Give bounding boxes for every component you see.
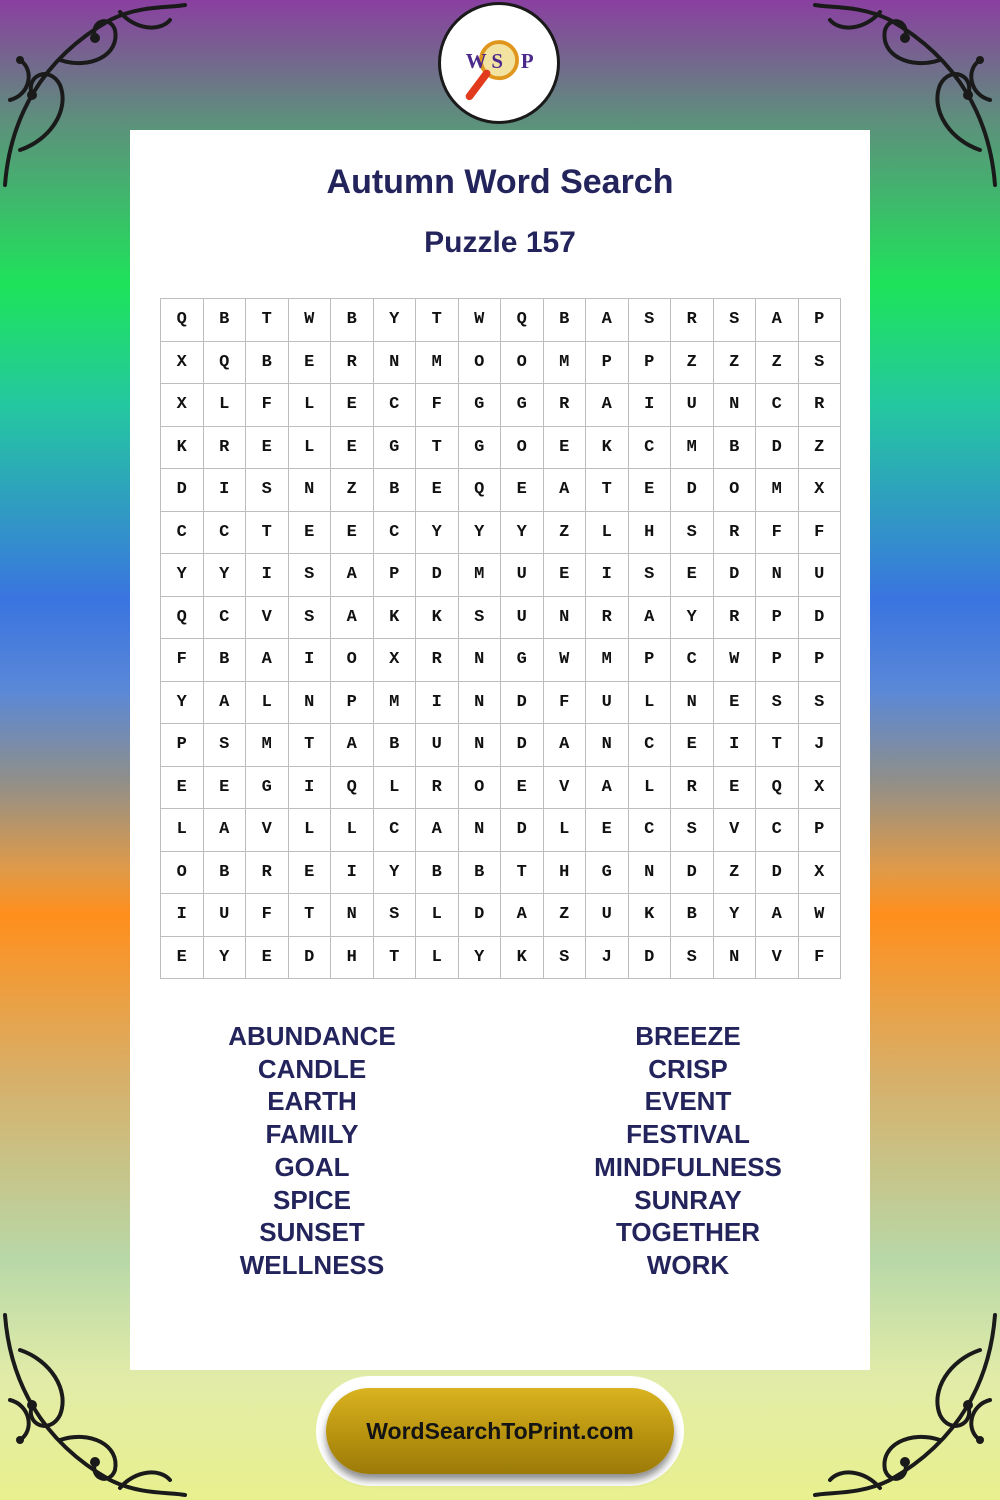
grid-cell[interactable]: S: [204, 724, 247, 767]
grid-cell[interactable]: M: [671, 427, 714, 470]
grid-cell[interactable]: E: [161, 937, 204, 980]
grid-cell[interactable]: Y: [459, 512, 502, 555]
grid-cell[interactable]: V: [246, 809, 289, 852]
grid-cell[interactable]: H: [331, 937, 374, 980]
grid-cell[interactable]: D: [161, 469, 204, 512]
grid-cell[interactable]: N: [289, 469, 332, 512]
grid-cell[interactable]: A: [756, 299, 799, 342]
grid-cell[interactable]: H: [544, 852, 587, 895]
grid-cell[interactable]: C: [374, 384, 417, 427]
grid-cell[interactable]: C: [374, 809, 417, 852]
grid-cell[interactable]: N: [459, 724, 502, 767]
grid-cell[interactable]: A: [586, 384, 629, 427]
grid-cell[interactable]: X: [161, 384, 204, 427]
grid-cell[interactable]: B: [204, 639, 247, 682]
grid-cell[interactable]: K: [629, 894, 672, 937]
grid-cell[interactable]: D: [459, 894, 502, 937]
word-list-item: SUNRAY: [634, 1184, 742, 1215]
grid-cell[interactable]: E: [714, 767, 757, 810]
grid-cell[interactable]: K: [416, 597, 459, 640]
grid-cell[interactable]: E: [246, 937, 289, 980]
grid-cell[interactable]: B: [331, 299, 374, 342]
grid-cell[interactable]: K: [586, 427, 629, 470]
grid-cell[interactable]: S: [374, 894, 417, 937]
grid-cell[interactable]: D: [671, 852, 714, 895]
grid-cell[interactable]: P: [374, 554, 417, 597]
grid-cell[interactable]: L: [416, 894, 459, 937]
grid-cell[interactable]: U: [586, 894, 629, 937]
grid-cell[interactable]: H: [629, 512, 672, 555]
grid-cell[interactable]: T: [756, 724, 799, 767]
grid-cell[interactable]: N: [374, 342, 417, 385]
grid-cell[interactable]: G: [374, 427, 417, 470]
grid-cell[interactable]: P: [756, 597, 799, 640]
grid-cell[interactable]: U: [799, 554, 842, 597]
grid-cell[interactable]: E: [501, 767, 544, 810]
grid-cell[interactable]: U: [501, 554, 544, 597]
grid-cell[interactable]: D: [629, 937, 672, 980]
grid-cell[interactable]: L: [161, 809, 204, 852]
grid-cell[interactable]: D: [671, 469, 714, 512]
grid-cell[interactable]: A: [416, 809, 459, 852]
grid-cell[interactable]: T: [416, 299, 459, 342]
grid-cell[interactable]: P: [586, 342, 629, 385]
grid-cell[interactable]: K: [501, 937, 544, 980]
grid-cell[interactable]: K: [161, 427, 204, 470]
grid-cell[interactable]: Y: [161, 554, 204, 597]
grid-cell[interactable]: D: [799, 597, 842, 640]
grid-cell[interactable]: W: [459, 299, 502, 342]
grid-cell[interactable]: A: [204, 809, 247, 852]
grid-cell[interactable]: Y: [459, 937, 502, 980]
grid-cell[interactable]: O: [714, 469, 757, 512]
grid-cell[interactable]: E: [204, 767, 247, 810]
grid-cell[interactable]: B: [204, 299, 247, 342]
grid-cell[interactable]: N: [544, 597, 587, 640]
grid-cell[interactable]: A: [246, 639, 289, 682]
grid-cell[interactable]: E: [416, 469, 459, 512]
website-link-button[interactable]: WordSearchToPrint.com: [326, 1388, 674, 1474]
grid-cell[interactable]: A: [331, 554, 374, 597]
grid-cell[interactable]: P: [799, 809, 842, 852]
grid-cell[interactable]: T: [246, 299, 289, 342]
grid-cell[interactable]: I: [629, 384, 672, 427]
grid-cell[interactable]: E: [289, 852, 332, 895]
grid-cell[interactable]: I: [246, 554, 289, 597]
grid-cell[interactable]: R: [714, 512, 757, 555]
grid-cell[interactable]: T: [289, 894, 332, 937]
grid-cell[interactable]: Y: [501, 512, 544, 555]
grid-cell[interactable]: V: [756, 937, 799, 980]
grid-cell[interactable]: M: [374, 682, 417, 725]
grid-cell[interactable]: Q: [501, 299, 544, 342]
grid-cell[interactable]: Q: [331, 767, 374, 810]
grid-cell[interactable]: C: [374, 512, 417, 555]
grid-cell[interactable]: C: [756, 384, 799, 427]
grid-cell[interactable]: B: [459, 852, 502, 895]
grid-cell[interactable]: R: [416, 639, 459, 682]
letter-grid: [160, 298, 841, 979]
grid-cell[interactable]: S: [246, 469, 289, 512]
grid-cell[interactable]: T: [416, 427, 459, 470]
grid-cell[interactable]: N: [629, 852, 672, 895]
grid-cell[interactable]: S: [671, 937, 714, 980]
page-title: Autumn Word Search: [326, 163, 674, 201]
word-list-item: WELLNESS: [239, 1249, 385, 1280]
grid-cell[interactable]: P: [629, 639, 672, 682]
word-list-item: GOAL: [274, 1151, 350, 1182]
grid-cell[interactable]: P: [756, 639, 799, 682]
grid-cell[interactable]: S: [629, 299, 672, 342]
grid-cell[interactable]: F: [799, 937, 842, 980]
grid-cell[interactable]: C: [671, 639, 714, 682]
grid-cell[interactable]: N: [289, 682, 332, 725]
grid-cell[interactable]: O: [459, 767, 502, 810]
grid-cell[interactable]: D: [756, 427, 799, 470]
logo-letter-p: P: [520, 48, 534, 73]
grid-cell[interactable]: Z: [799, 427, 842, 470]
grid-cell[interactable]: A: [331, 597, 374, 640]
grid-cell[interactable]: V: [246, 597, 289, 640]
word-list-item: EVENT: [644, 1086, 732, 1117]
grid-cell[interactable]: L: [629, 682, 672, 725]
grid-cell[interactable]: Q: [161, 299, 204, 342]
grid-cell[interactable]: Z: [544, 894, 587, 937]
grid-cell[interactable]: R: [246, 852, 289, 895]
grid-cell[interactable]: N: [459, 682, 502, 725]
grid-cell[interactable]: W: [289, 299, 332, 342]
grid-cell[interactable]: A: [544, 469, 587, 512]
grid-cell[interactable]: E: [544, 554, 587, 597]
grid-cell[interactable]: L: [204, 384, 247, 427]
grid-cell[interactable]: L: [289, 384, 332, 427]
grid-cell[interactable]: L: [331, 809, 374, 852]
grid-cell[interactable]: R: [671, 299, 714, 342]
grid-cell[interactable]: S: [459, 597, 502, 640]
grid-cell[interactable]: N: [671, 682, 714, 725]
grid-cell[interactable]: E: [331, 384, 374, 427]
grid-cell[interactable]: Z: [756, 342, 799, 385]
grid-cell[interactable]: Q: [756, 767, 799, 810]
grid-cell[interactable]: M: [586, 639, 629, 682]
grid-cell[interactable]: E: [331, 427, 374, 470]
grid-cell[interactable]: A: [629, 597, 672, 640]
word-list-item: FESTIVAL: [626, 1119, 750, 1150]
grid-cell[interactable]: B: [544, 299, 587, 342]
grid-cell[interactable]: Y: [671, 597, 714, 640]
grid-cell[interactable]: L: [289, 427, 332, 470]
grid-cell[interactable]: J: [799, 724, 842, 767]
grid-cell[interactable]: B: [714, 427, 757, 470]
grid-cell[interactable]: E: [289, 512, 332, 555]
grid-cell[interactable]: G: [501, 639, 544, 682]
grid-cell[interactable]: F: [756, 512, 799, 555]
grid-cell[interactable]: T: [586, 469, 629, 512]
grid-cell[interactable]: G: [459, 427, 502, 470]
word-list-item: CRISP: [648, 1053, 728, 1084]
grid-cell[interactable]: D: [714, 554, 757, 597]
grid-cell[interactable]: I: [714, 724, 757, 767]
grid-cell[interactable]: A: [544, 724, 587, 767]
grid-cell[interactable]: F: [799, 512, 842, 555]
grid-cell[interactable]: R: [671, 767, 714, 810]
grid-cell[interactable]: U: [501, 597, 544, 640]
grid-cell[interactable]: U: [671, 384, 714, 427]
grid-cell[interactable]: F: [161, 639, 204, 682]
grid-cell[interactable]: P: [629, 342, 672, 385]
grid-cell[interactable]: B: [671, 894, 714, 937]
grid-cell[interactable]: K: [374, 597, 417, 640]
grid-cell[interactable]: M: [544, 342, 587, 385]
grid-cell[interactable]: Z: [544, 512, 587, 555]
grid-cell[interactable]: R: [331, 342, 374, 385]
word-list-item: EARTH: [267, 1086, 357, 1117]
grid-cell[interactable]: X: [799, 767, 842, 810]
puzzle-number: Puzzle 157: [424, 226, 576, 259]
grid-cell[interactable]: A: [331, 724, 374, 767]
grid-cell[interactable]: U: [586, 682, 629, 725]
grid-cell[interactable]: X: [799, 469, 842, 512]
word-list-item: FAMILY: [265, 1119, 359, 1150]
grid-cell[interactable]: Q: [161, 597, 204, 640]
grid-cell[interactable]: U: [416, 724, 459, 767]
word-list-right: [538, 1020, 838, 1282]
grid-cell[interactable]: U: [204, 894, 247, 937]
grid-cell[interactable]: B: [374, 469, 417, 512]
grid-cell[interactable]: B: [246, 342, 289, 385]
grid-cell[interactable]: S: [289, 554, 332, 597]
word-list-item: BREEZE: [635, 1021, 741, 1051]
grid-cell[interactable]: Z: [714, 852, 757, 895]
logo-letter-w: W: [465, 48, 487, 73]
grid-cell[interactable]: M: [416, 342, 459, 385]
grid-cell[interactable]: J: [586, 937, 629, 980]
grid-cell[interactable]: G: [459, 384, 502, 427]
grid-cell[interactable]: E: [671, 724, 714, 767]
grid-cell[interactable]: L: [586, 512, 629, 555]
grid-cell[interactable]: W: [799, 894, 842, 937]
word-list-left: [162, 1020, 462, 1282]
grid-cell[interactable]: T: [501, 852, 544, 895]
grid-cell[interactable]: F: [544, 682, 587, 725]
grid-cell[interactable]: B: [416, 852, 459, 895]
grid-cell[interactable]: S: [289, 597, 332, 640]
grid-cell[interactable]: I: [416, 682, 459, 725]
word-list-item: WORK: [646, 1249, 730, 1280]
grid-cell[interactable]: C: [629, 724, 672, 767]
grid-cell[interactable]: R: [586, 597, 629, 640]
grid-cell[interactable]: D: [501, 724, 544, 767]
grid-cell[interactable]: Y: [714, 894, 757, 937]
grid-cell[interactable]: E: [544, 427, 587, 470]
grid-cell[interactable]: S: [799, 682, 842, 725]
grid-cell[interactable]: F: [246, 384, 289, 427]
grid-cell[interactable]: O: [459, 342, 502, 385]
grid-cell[interactable]: M: [756, 469, 799, 512]
grid-cell[interactable]: E: [714, 682, 757, 725]
grid-cell[interactable]: V: [544, 767, 587, 810]
grid-cell[interactable]: S: [756, 682, 799, 725]
grid-cell[interactable]: S: [671, 512, 714, 555]
grid-cell[interactable]: N: [756, 554, 799, 597]
grid-cell[interactable]: Q: [204, 342, 247, 385]
grid-cell[interactable]: E: [501, 469, 544, 512]
grid-cell[interactable]: R: [714, 597, 757, 640]
grid-cell[interactable]: F: [246, 894, 289, 937]
grid-cell[interactable]: B: [204, 852, 247, 895]
grid-cell[interactable]: F: [416, 384, 459, 427]
grid-cell[interactable]: Z: [714, 342, 757, 385]
grid-cell[interactable]: I: [204, 469, 247, 512]
grid-cell[interactable]: L: [289, 809, 332, 852]
grid-cell[interactable]: X: [799, 852, 842, 895]
grid-cell[interactable]: Y: [374, 852, 417, 895]
grid-cell[interactable]: X: [161, 342, 204, 385]
grid-cell[interactable]: L: [416, 937, 459, 980]
grid-cell[interactable]: D: [501, 809, 544, 852]
grid-cell[interactable]: M: [459, 554, 502, 597]
grid-cell[interactable]: D: [501, 682, 544, 725]
grid-cell[interactable]: C: [629, 427, 672, 470]
grid-cell[interactable]: A: [204, 682, 247, 725]
grid-cell[interactable]: R: [799, 384, 842, 427]
grid-cell[interactable]: N: [714, 937, 757, 980]
logo-letter-s: S: [491, 48, 504, 73]
grid-cell[interactable]: T: [246, 512, 289, 555]
grid-cell[interactable]: S: [629, 554, 672, 597]
grid-cell[interactable]: O: [161, 852, 204, 895]
grid-cell[interactable]: Y: [374, 299, 417, 342]
word-list-item: MINDFULNESS: [594, 1151, 782, 1182]
grid-cell[interactable]: D: [756, 852, 799, 895]
grid-cell[interactable]: C: [161, 512, 204, 555]
wsp-logo: [438, 2, 560, 124]
grid-cell[interactable]: C: [629, 809, 672, 852]
grid-cell[interactable]: P: [161, 724, 204, 767]
grid-cell[interactable]: G: [501, 384, 544, 427]
grid-cell[interactable]: Z: [671, 342, 714, 385]
grid-cell[interactable]: I: [289, 639, 332, 682]
grid-cell[interactable]: R: [204, 427, 247, 470]
grid-cell[interactable]: A: [586, 299, 629, 342]
grid-cell[interactable]: Z: [331, 469, 374, 512]
grid-cell[interactable]: P: [331, 682, 374, 725]
grid-cell[interactable]: T: [289, 724, 332, 767]
grid-cell[interactable]: C: [756, 809, 799, 852]
grid-cell[interactable]: D: [416, 554, 459, 597]
grid-cell[interactable]: W: [714, 639, 757, 682]
grid-cell[interactable]: V: [714, 809, 757, 852]
grid-cell[interactable]: E: [629, 469, 672, 512]
grid-cell[interactable]: W: [544, 639, 587, 682]
grid-cell[interactable]: O: [331, 639, 374, 682]
grid-cell[interactable]: A: [756, 894, 799, 937]
grid-cell[interactable]: L: [246, 682, 289, 725]
grid-cell[interactable]: N: [714, 384, 757, 427]
grid-cell[interactable]: E: [289, 342, 332, 385]
grid-cell[interactable]: S: [799, 342, 842, 385]
grid-cell[interactable]: L: [374, 767, 417, 810]
grid-cell[interactable]: E: [161, 767, 204, 810]
grid-cell[interactable]: E: [246, 427, 289, 470]
grid-cell[interactable]: T: [374, 937, 417, 980]
grid-cell[interactable]: E: [671, 554, 714, 597]
word-list-item: CANDLE: [257, 1053, 367, 1084]
grid-cell[interactable]: C: [204, 597, 247, 640]
word-list-item: ABUNDANCE: [228, 1021, 396, 1051]
grid-cell[interactable]: A: [501, 894, 544, 937]
grid-cell[interactable]: N: [331, 894, 374, 937]
word-list-item: SPICE: [272, 1184, 352, 1215]
grid-cell[interactable]: G: [246, 767, 289, 810]
grid-cell[interactable]: S: [671, 809, 714, 852]
grid-cell[interactable]: Y: [204, 554, 247, 597]
grid-cell[interactable]: D: [289, 937, 332, 980]
grid-cell[interactable]: S: [544, 937, 587, 980]
grid-cell[interactable]: B: [374, 724, 417, 767]
grid-cell[interactable]: X: [374, 639, 417, 682]
grid-cell[interactable]: C: [204, 512, 247, 555]
grid-cell[interactable]: R: [544, 384, 587, 427]
grid-cell[interactable]: N: [586, 724, 629, 767]
grid-cell[interactable]: I: [289, 767, 332, 810]
grid-cell[interactable]: E: [586, 809, 629, 852]
grid-cell[interactable]: A: [586, 767, 629, 810]
grid-cell[interactable]: O: [501, 427, 544, 470]
word-list-item: SUNSET: [259, 1217, 365, 1248]
grid-cell[interactable]: Q: [459, 469, 502, 512]
grid-cell[interactable]: R: [416, 767, 459, 810]
grid-cell[interactable]: M: [246, 724, 289, 767]
grid-cell[interactable]: S: [714, 299, 757, 342]
word-list-item: TOGETHER: [616, 1217, 760, 1248]
grid-cell[interactable]: I: [586, 554, 629, 597]
grid-cell[interactable]: N: [459, 809, 502, 852]
grid-cell[interactable]: Y: [416, 512, 459, 555]
footer-badge: [316, 1376, 684, 1486]
grid-cell[interactable]: G: [586, 852, 629, 895]
grid-cell[interactable]: O: [501, 342, 544, 385]
grid-cell[interactable]: I: [161, 894, 204, 937]
grid-cell[interactable]: L: [629, 767, 672, 810]
grid-cell[interactable]: P: [799, 639, 842, 682]
grid-cell[interactable]: L: [544, 809, 587, 852]
grid-cell[interactable]: Y: [204, 937, 247, 980]
grid-cell[interactable]: E: [331, 512, 374, 555]
grid-cell[interactable]: N: [459, 639, 502, 682]
grid-cell[interactable]: P: [799, 299, 842, 342]
grid-cell[interactable]: I: [331, 852, 374, 895]
grid-cell[interactable]: Y: [161, 682, 204, 725]
